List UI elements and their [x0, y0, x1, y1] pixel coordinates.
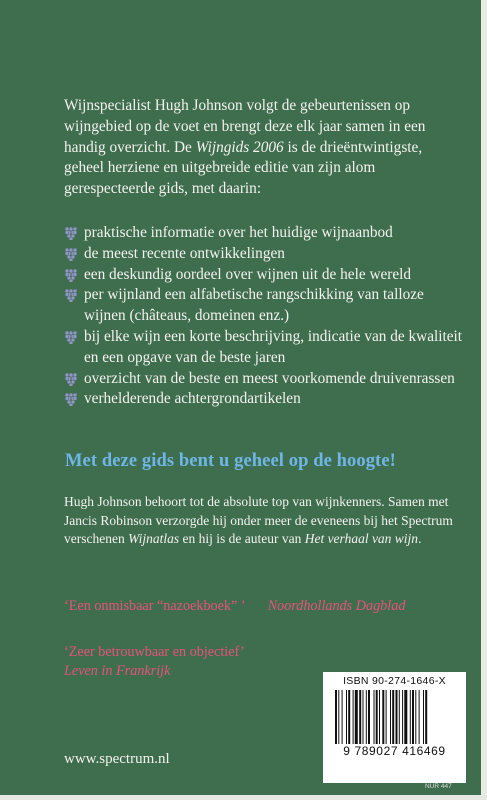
bio-text-1: Hugh Johnson behoort tot de absolute top van wijnkenners. Samen met Jancis Robinson verzorgde hij onder meer de eveneens bij het Spectrum verschenen [64, 494, 453, 547]
page-edge [481, 0, 487, 800]
intro-paragraph [64, 96, 460, 200]
press-quote [64, 597, 405, 616]
barcode-icon [335, 690, 457, 744]
grape-icon [64, 268, 77, 282]
list-item-text: bij elke wijn een korte beschrijving, indicatie van de kwaliteit en een opgave van de beste jaren [84, 327, 463, 366]
list-item-text: overzicht van de beste en meest voorkomende druivenrassen [84, 369, 455, 387]
book-title-wijnatlas: Wijnatlas [128, 531, 180, 547]
list-item-text: per wijnland een alfabetische rangschikking van talloze wijnen (châteaus, domeinen enz.) [84, 286, 424, 325]
list-item [64, 265, 464, 286]
grape-icon [64, 226, 77, 240]
bio-text-2: en hij is de auteur van [179, 531, 305, 547]
intro-text-1: Wijnspecialist Hugh Johnson volgt de gebeurtenissen op wijngebied op de voet en brengt deze elk jaar samen in een handig overzicht. De [64, 97, 426, 156]
headline: Met deze gids bent u geheel op de hoogte! [65, 451, 396, 471]
page-edge [0, 795, 487, 800]
grape-icon [64, 392, 77, 406]
book-title-verhaal: Het verhaal van wijn [304, 531, 419, 547]
intro-text-2: is de drieëntwintigste, geheel herziene en uitgebreide editie van zijn alom gerespecteerde gids, met daarin: [64, 138, 423, 198]
quote-text: ‘Zeer betrouwbaar en objectief’ [64, 644, 245, 660]
list-item [64, 389, 464, 410]
grape-icon [64, 372, 77, 386]
quote-source: Noordhollands Dagblad [267, 598, 406, 614]
grape-icon [64, 288, 77, 302]
barcode-number: 9 789027 416469 [343, 744, 446, 758]
list-item [64, 285, 464, 327]
quote-text: ‘Een onmisbaar “nazoekboek” ’ [64, 598, 246, 614]
grape-icon [64, 247, 77, 261]
list-item-text: praktische informatie over het huidige wijnaanbod [84, 224, 393, 241]
list-item [64, 223, 464, 244]
list-item-text: de meest recente ontwikkelingen [84, 244, 285, 262]
quote-source: Leven in Frankrijk [64, 663, 171, 679]
list-item [64, 369, 464, 390]
press-quote [64, 643, 245, 681]
list-item [64, 244, 464, 265]
grape-icon [64, 330, 77, 344]
bio-text-3: . [418, 531, 422, 547]
isbn-number: ISBN 90-274-1646-X [343, 675, 446, 687]
list-item-text: verhelderende achtergrondartikelen [84, 390, 301, 408]
barcode-label [323, 672, 466, 783]
publisher-website: www.spectrum.nl [64, 751, 170, 767]
author-bio [64, 493, 464, 549]
feature-list [64, 223, 464, 410]
list-item-text: een deskundig oordeel over wijnen uit de hele wereld [84, 265, 412, 283]
book-title: Wijngids 2006 [195, 138, 284, 156]
list-item [64, 327, 464, 369]
nur-code: NUR 447 [425, 783, 452, 790]
